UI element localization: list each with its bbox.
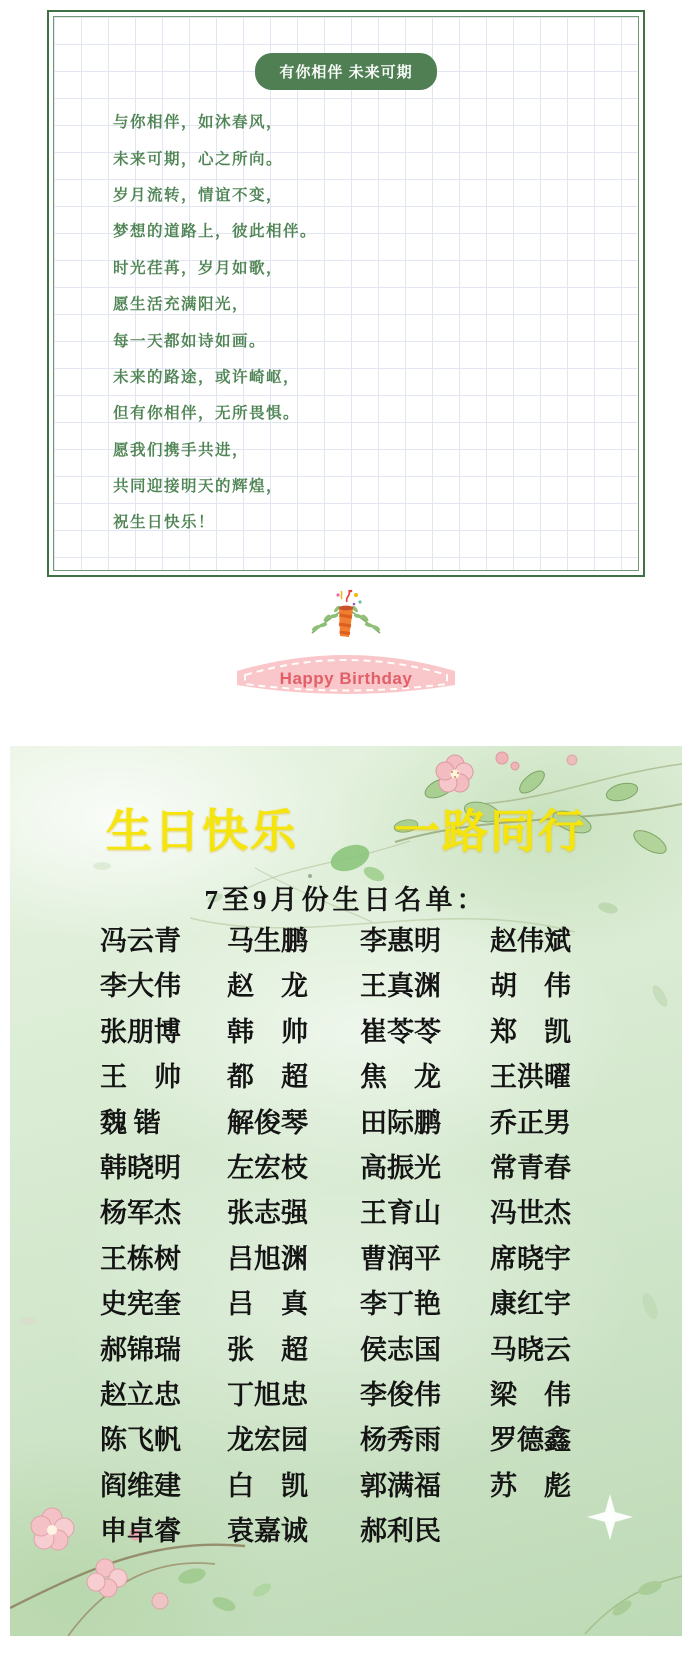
- birthday-name: 王真渊: [360, 971, 441, 1002]
- poem-line: 未来的路途，或许崎岖，: [113, 368, 301, 386]
- birthday-name: 李丁艳: [360, 1289, 441, 1320]
- happy-birthday-section: [0, 577, 692, 746]
- poem-card-grid-paper: [53, 16, 639, 571]
- poem-line: 未来可期，心之所向。: [113, 150, 284, 168]
- poem-title-badge: 有你相伴 未来可期: [255, 53, 436, 90]
- happy-birthday-ribbon: [0, 639, 692, 704]
- birthday-name: 乔正男: [490, 1107, 571, 1138]
- poem-line: 愿我们携手共进，: [113, 441, 250, 459]
- party-popper-icon: [0, 585, 692, 643]
- board-title: 生日快乐 一路同行: [106, 805, 586, 857]
- poem-card: [47, 10, 645, 577]
- birthday-name: 赵 龙: [227, 971, 308, 1002]
- birthday-name: 李惠明: [360, 926, 441, 956]
- popper-cone-icon: [336, 590, 361, 637]
- poem-line: 时光荏苒，岁月如歌，: [113, 259, 284, 277]
- blossom-flower-icon: [436, 755, 473, 792]
- birthday-name: 郝利民: [360, 1516, 441, 1547]
- birthday-name: 高振光: [360, 1152, 441, 1183]
- birthday-name: 吕旭渊: [227, 1243, 308, 1274]
- blossom-flower-icon: [31, 1508, 74, 1550]
- birthday-name: 都 超: [227, 1062, 308, 1093]
- birthday-name: 李大伟: [100, 971, 181, 1002]
- birthday-name: 解俊琴: [227, 1107, 308, 1138]
- birthday-name: 白 凯: [227, 1470, 308, 1501]
- birthday-name: 张 超: [227, 1334, 308, 1365]
- birthday-name: 梁 伟: [490, 1379, 571, 1410]
- poem-body: [113, 103, 638, 540]
- foliage-bottom-right-icon: [585, 1576, 682, 1634]
- birthday-name: 吕 真: [227, 1289, 308, 1320]
- birthday-name: 赵立忠: [100, 1379, 181, 1410]
- birthday-name: 焦 龙: [360, 1062, 441, 1093]
- poem-line: 每一天都如诗如画。: [113, 332, 267, 350]
- poem-line: 梦想的道路上，彼此相伴。: [113, 223, 318, 241]
- birthday-name: 阎维建: [100, 1470, 181, 1501]
- name-board: [10, 746, 682, 1636]
- birthday-name: 郭满福: [360, 1470, 441, 1501]
- birthday-name: 冯世杰: [490, 1198, 571, 1229]
- birthday-name: 赵伟斌: [490, 926, 571, 956]
- birthday-name: 魏 锴: [100, 1107, 161, 1138]
- birthday-name: 罗德鑫: [490, 1425, 571, 1456]
- birthday-name: 曹润平: [360, 1243, 441, 1274]
- poem-line: 愿生活充满阳光，: [113, 296, 250, 314]
- birthday-name: 袁嘉诚: [227, 1516, 308, 1547]
- birthday-name: 苏 彪: [490, 1470, 571, 1501]
- birthday-name: 申卓睿: [100, 1516, 181, 1547]
- birthday-name: 王洪曜: [490, 1062, 571, 1093]
- poem-line: 但有你相伴，无所畏惧。: [113, 405, 301, 423]
- birthday-name: 康红宇: [490, 1289, 571, 1320]
- birthday-name: 郑 凯: [490, 1016, 571, 1047]
- birthday-name: 马生鹏: [227, 926, 308, 956]
- birthday-name: 李俊伟: [360, 1379, 441, 1410]
- birthday-name: 左宏枝: [227, 1152, 308, 1183]
- birthday-name: 龙宏园: [227, 1425, 308, 1456]
- birthday-name: 席晓宇: [490, 1243, 571, 1274]
- birthday-name: 郝锦瑞: [100, 1334, 181, 1365]
- birthday-name: 冯云青: [100, 926, 181, 956]
- poem-line: 岁月流转，情谊不变，: [113, 186, 284, 204]
- board-subtitle: 7至9月份生日名单：: [204, 885, 488, 915]
- birthday-name: 王栋树: [100, 1243, 181, 1274]
- birthday-name: 史宪奎: [100, 1289, 181, 1320]
- birthday-name: 张朋博: [100, 1016, 181, 1047]
- birthday-name: 杨秀雨: [360, 1425, 441, 1456]
- birthday-name: 张志强: [227, 1198, 308, 1229]
- leaf-sprig-left-icon: [311, 605, 341, 633]
- birthday-name: 王育山: [360, 1198, 441, 1229]
- birthday-name-list: [100, 928, 600, 1563]
- poem-badge-row: [54, 17, 638, 90]
- poem-line: 祝生日快乐！: [113, 514, 216, 532]
- birthday-name: 陈飞帆: [100, 1425, 181, 1456]
- birthday-name: 田际鹏: [360, 1107, 441, 1138]
- happy-birthday-label: Happy Birthday: [279, 669, 413, 688]
- birthday-name: 韩 帅: [227, 1016, 308, 1047]
- birthday-name: 侯志国: [360, 1334, 441, 1365]
- birthday-name: 王 帅: [100, 1062, 181, 1093]
- birthday-name: 胡 伟: [490, 971, 571, 1002]
- poem-line: 共同迎接明天的辉煌，: [113, 478, 284, 496]
- birthday-name: 常青春: [490, 1152, 571, 1183]
- birthday-name: 马晓云: [490, 1334, 571, 1365]
- birthday-name: 杨军杰: [100, 1198, 181, 1229]
- leaf-sprig-right-icon: [351, 605, 381, 633]
- birthday-name: 崔苓苓: [360, 1016, 441, 1047]
- poem-line: 与你相伴，如沐春风，: [113, 114, 284, 132]
- birthday-name: 丁旭忠: [227, 1379, 308, 1410]
- birthday-name: 韩晓明: [100, 1152, 181, 1183]
